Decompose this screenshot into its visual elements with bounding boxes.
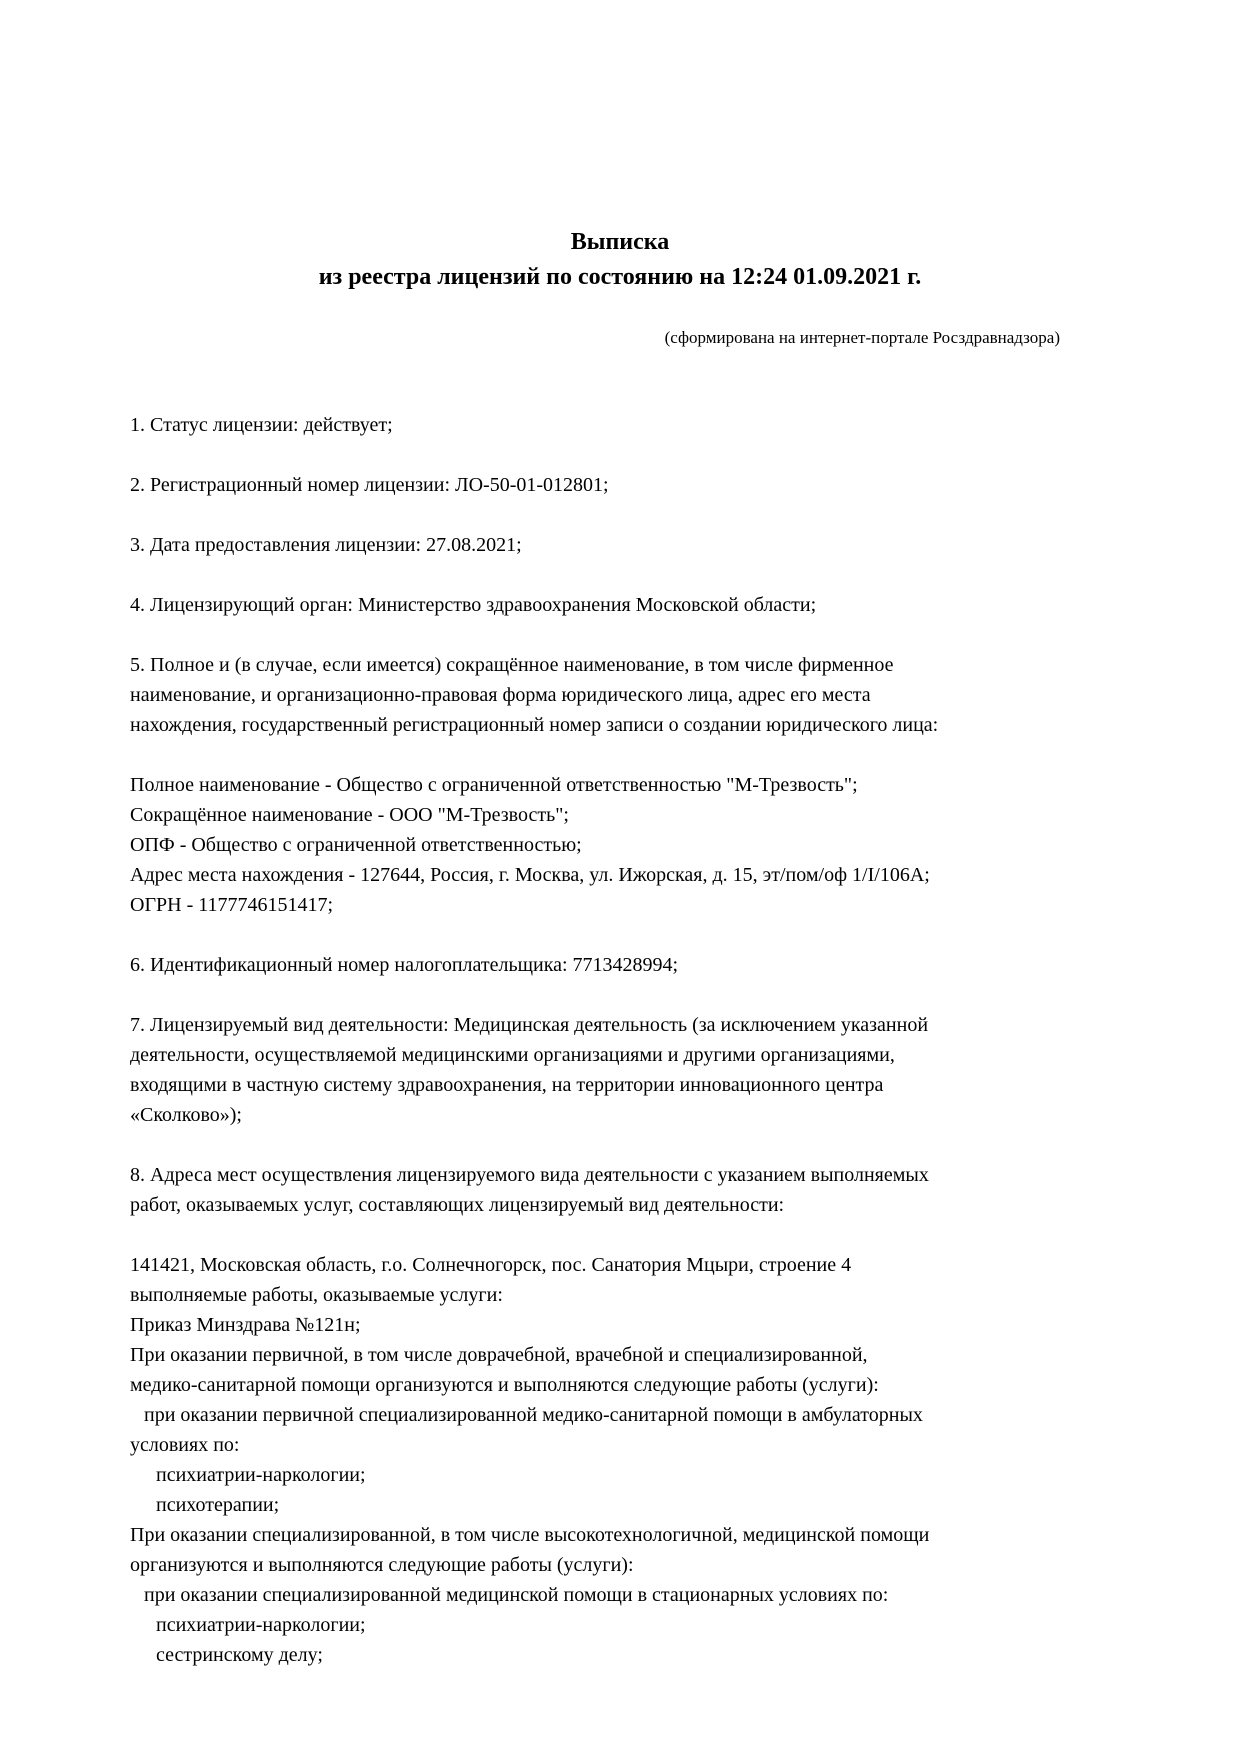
- paragraph: [130, 770, 1110, 920]
- document-title: [130, 225, 1110, 295]
- text-line: 1. Статус лицензии: действует;: [130, 414, 393, 436]
- text-line: деятельности, осуществляемой медицинскими организациями и другими организациями,: [130, 1044, 895, 1066]
- text-line: Полное наименование - Общество с ограниченной ответственностью "М-Трезвость";: [130, 774, 858, 796]
- text-line: сестринскому делу;: [156, 1644, 323, 1666]
- text-line: 2. Регистрационный номер лицензии: ЛО-50-01-012801;: [130, 474, 609, 496]
- text-line: Приказ Минздрава №121н;: [130, 1314, 361, 1336]
- paragraph: [130, 1160, 1110, 1220]
- text-line: организуются и выполняются следующие работы (услуги):: [130, 1554, 634, 1576]
- paragraph: [130, 950, 1110, 980]
- title-line-1: Выписка: [570, 229, 670, 255]
- text-line: 141421, Московская область, г.о. Солнечногорск, пос. Санатория Мцыри, строение 4: [130, 1254, 852, 1276]
- paragraph: [130, 590, 1110, 620]
- text-line: медико-санитарной помощи организуются и выполняются следующие работы (услуги):: [130, 1374, 879, 1396]
- title-line-2: из реестра лицензий по состоянию на 12:24 01.09.2021 г.: [318, 264, 922, 290]
- text-line: 4. Лицензирующий орган: Министерство здравоохранения Московской области;: [130, 594, 817, 616]
- text-line: ОПФ - Общество с ограниченной ответственностью;: [130, 834, 582, 856]
- paragraph: [130, 530, 1110, 560]
- text-line: психиатрии-наркологии;: [156, 1614, 366, 1636]
- text-line: входящими в частную систему здравоохранения, на территории инновационного центра: [130, 1074, 884, 1096]
- text-line: 3. Дата предоставления лицензии: 27.08.2021;: [130, 534, 522, 556]
- paragraph: [130, 470, 1110, 500]
- text-line: наименование, и организационно-правовая форма юридического лица, адрес его места: [130, 684, 871, 706]
- text-line: При оказании специализированной, в том числе высокотехнологичной, медицинской помощи: [130, 1524, 930, 1546]
- text-line: психиатрии-наркологии;: [156, 1464, 366, 1486]
- paragraph: [130, 1250, 1110, 1670]
- text-line: Сокращённое наименование - ООО "М-Трезвость";: [130, 804, 569, 826]
- text-line: при оказании специализированной медицинской помощи в стационарных условиях по:: [144, 1584, 889, 1606]
- text-line: условиях по:: [130, 1434, 240, 1456]
- text-line: работ, оказываемых услуг, составляющих лицензируемый вид деятельности:: [130, 1194, 785, 1216]
- paragraph: [130, 1010, 1110, 1130]
- text-line: 6. Идентификационный номер налогоплательщика: 7713428994;: [130, 954, 679, 976]
- text-line: ОГРН - 1177746151417;: [130, 894, 334, 916]
- paragraph: [130, 410, 1110, 440]
- paragraph: [130, 650, 1110, 740]
- text-line: Адрес места нахождения - 127644, Россия, г. Москва, ул. Ижорская, д. 15, эт/пом/оф 1/I/106А;: [130, 864, 930, 886]
- formation-note: (сформирована на интернет-портале Росздравнадзора): [664, 328, 1060, 347]
- text-line: 5. Полное и (в случае, если имеется) сокращённое наименование, в том числе фирменное: [130, 654, 894, 676]
- text-line: психотерапии;: [156, 1494, 280, 1516]
- text-line: 8. Адреса мест осуществления лицензируемого вида деятельности с указанием выполняемых: [130, 1164, 929, 1186]
- text-line: 7. Лицензируемый вид деятельности: Медицинская деятельность (за исключением указанной: [130, 1014, 929, 1036]
- text-line: при оказании первичной специализированной медико-санитарной помощи в амбулаторных: [144, 1404, 923, 1426]
- document-body: [130, 410, 1110, 1670]
- text-line: «Сколково»);: [130, 1104, 242, 1126]
- text-line: При оказании первичной, в том числе доврачебной, врачебной и специализированной,: [130, 1344, 868, 1366]
- text-line: нахождения, государственный регистрационный номер записи о создании юридического лица:: [130, 714, 939, 736]
- text-line: выполняемые работы, оказываемые услуги:: [130, 1284, 503, 1306]
